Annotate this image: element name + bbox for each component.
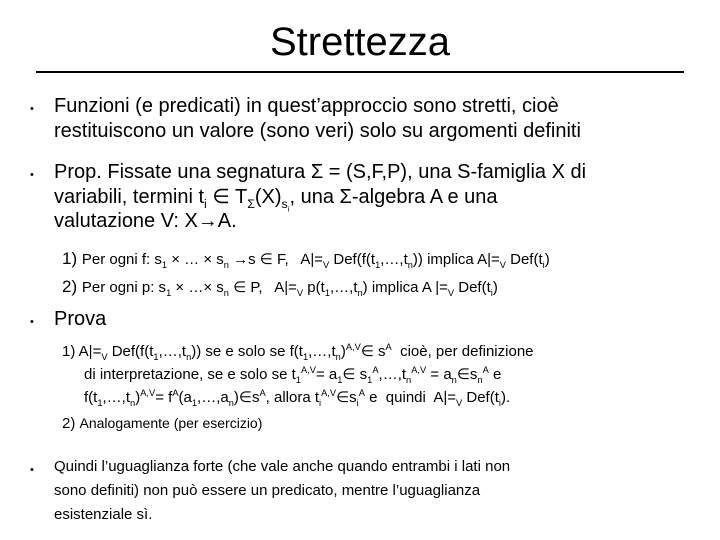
bullet-2-line-1: Prop. Fissate una segnatura Σ = (S,F,P), una S-famiglia X di (54, 161, 587, 183)
bullet-icon: • (30, 316, 34, 328)
bullet-4-line-3: esistenziale sì. (54, 506, 153, 523)
proof-1-line-2: di interpretazione, se e solo se $t_1^{A,V}=$ $a_1\in$ $s_1^A,\dots,t_n^{A,V}$ = $a_n\in s_n^A$ e (84, 365, 502, 385)
sub-item-2: 2) Per ogni p: $s_1$ × …× $s_n$ ∈ P, $A|=_V$ $p(t_1,\dots,t_n)$ implica A $|=_V$ $Def(t_i)$ (62, 277, 498, 298)
bullet-2-line-2: variabili, termini $t_i$ ∈ $T_\Sigma(X)_{s_i}$, una Σ-algebra A e una (54, 185, 498, 213)
proof-1-line-3: $f(t_1,\dots,t_n)^{A,V}=$ $f^A(a_1,\dots,a_n)\in s^A$, allora $t_i^{A,V}\in s_i^A$ e quindi $A|=_V$ $Def(t_i)$. (84, 388, 511, 408)
bullet-4-line-1: Quindi l’uguaglianza forte (che vale anche quando entrambi i lati non (54, 458, 511, 475)
title-underline (36, 71, 684, 73)
sub-item-1: 1) Per ogni f: $s_1$ × … × $s_n \to s$ ∈ F, $A|=_V$ $Def(f(t_1,\dots,t_n))$ implica $A|=_V$ $Def(t_i)$ (62, 249, 550, 270)
bullet-icon: • (30, 169, 34, 181)
bullet-3-prova: Prova (54, 308, 107, 330)
bullet-icon: • (30, 103, 34, 115)
bullet-icon: • (30, 464, 34, 476)
bullet-1-line-1: Funzioni (e predicati) in quest’approccio sono stretti, cioè (54, 95, 559, 117)
proof-1-line-1: 1) $A|=_V$ $Def(f(t_1,\dots,t_n))$ se e solo se $f(t_1,\dots,t_n)^{A,V}\in$ $s^A$ cioè, per definizione (62, 342, 534, 362)
proof-2: 2) Analogamente (per esercizio) (62, 415, 263, 432)
bullet-1-line-2: restituiscono un valore (sono veri) solo su argomenti definiti (54, 119, 581, 142)
bullet-4-line-2: sono definiti) non può essere un predicato, mentre l’uguaglianza (54, 482, 481, 499)
slide-title: Strettezza (269, 20, 451, 64)
bullet-2-line-3: valutazione V: X→A. (54, 210, 237, 232)
